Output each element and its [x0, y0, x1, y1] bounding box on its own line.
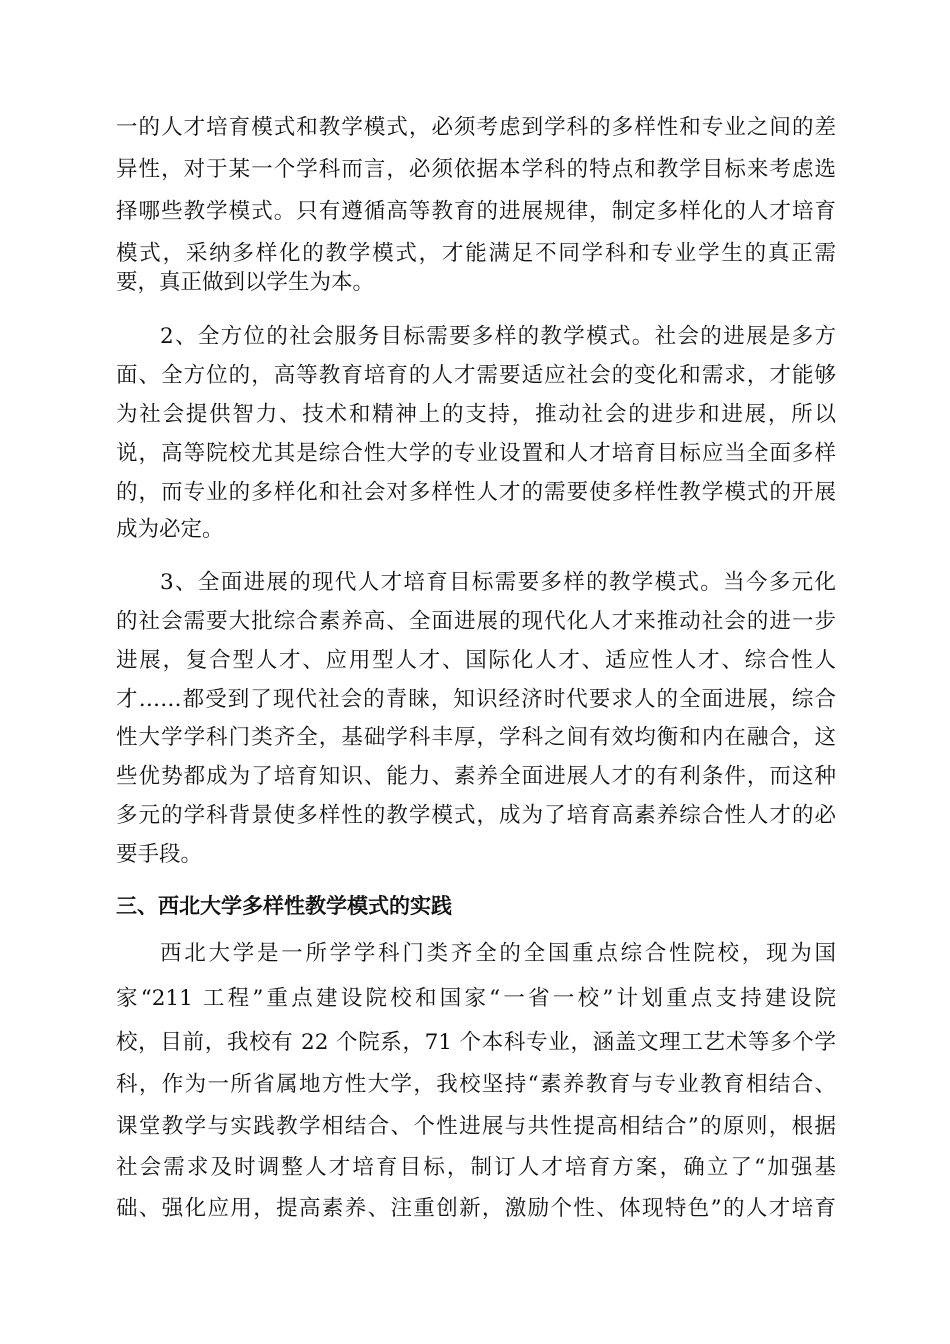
paragraph-2-line-1: 2、全方位的社会服务目标需要多样的教学模式。社会的进展是多方 — [160, 324, 836, 349]
paragraph-4-line-3: 校，目前，我校有 22 个院系，71 个本科专业，涵盖文理工艺术等多个学 — [116, 1030, 836, 1055]
paragraph-3-line-6: 些优势都成为了培育知识、能力、素养全面进展人才的有利条件，而这种 — [116, 764, 836, 789]
paragraph-2-line-3: 为社会提供智力、技术和精神上的支持，推动社会的进步和进展，所以 — [116, 402, 836, 427]
paragraph-4-line-6: 社会需求及时调整人才培育目标，制订人才培育方案，确立了“加强基 — [116, 1155, 836, 1180]
paragraph-3-line-3: 进展，复合型人才、应用型人才、国际化人才、适应性人才、综合性人 — [116, 648, 836, 673]
paragraph-4-line-1: 西北大学是一所学学科门类齐全的全国重点综合性院校，现为国 — [160, 941, 836, 966]
paragraph-1-line-2: 异性，对于某一个学科而言，必须依据本学科的特点和教学目标来考虑选 — [116, 157, 836, 182]
paragraph-3-line-7: 多元的学科背景使多样性的教学模式，成为了培育高素养综合性人才的必 — [116, 803, 836, 828]
paragraph-4-line-4: 科，作为一所省属地方性大学，我校坚持“素养教育与专业教育相结合、 — [116, 1072, 836, 1097]
paragraph-2-line-2: 面、全方位的，高等教育培育的人才需要适应社会的变化和需求，才能够 — [116, 363, 836, 388]
paragraph-1-line-4: 模式，采纳多样化的教学模式，才能满足不同学科和专业学生的真正需 — [116, 241, 836, 266]
paragraph-4-line-5: 课堂教学与实践教学相结合、个性进展与共性提高相结合”的原则，根据 — [116, 1114, 836, 1139]
paragraph-3-line-5: 性大学学科门类齐全，基础学科丰厚，学科之间有效均衡和内在融合，这 — [116, 725, 836, 750]
paragraph-4-line-7: 础、强化应用，提高素养、注重创新，激励个性、体现特色”的人才培育 — [116, 1196, 836, 1221]
paragraph-2-line-4: 说，高等院校尤其是综合性大学的专业设置和人才培育目标应当全面多样 — [116, 441, 836, 466]
paragraph-1-line-5: 要，真正做到以学生为本。 — [116, 270, 375, 295]
paragraph-3-line-4: 才……都受到了现代社会的青睐，知识经济时代要求人的全面进展，综合 — [116, 687, 836, 712]
paragraph-4-line-2: 家“211 工程”重点建设院校和国家“一省一校”计划重点支持建设院 — [116, 986, 836, 1011]
paragraph-1-line-1: 一的人才培育模式和教学模式，必须考虑到学科的多样性和专业之间的差 — [116, 115, 836, 140]
paragraph-3-line-2: 的社会需要大批综合素养高、全面进展的现代化人才来推动社会的进一步 — [116, 609, 836, 634]
paragraph-1-line-3: 择哪些教学模式。只有遵循高等教育的进展规律，制定多样化的人才培育 — [116, 199, 836, 224]
paragraph-3-line-8: 要手段。 — [116, 842, 203, 867]
paragraph-2-line-5: 的，而专业的多样化和社会对多样性人才的需要使多样性教学模式的开展 — [116, 480, 836, 505]
paragraph-2-line-6: 成为必定。 — [116, 517, 224, 542]
section-heading: 三、西北大学多样性教学模式的实践 — [116, 894, 452, 918]
paragraph-3-line-1: 3、全面进展的现代人才培育目标需要多样的教学模式。当今多元化 — [160, 570, 836, 595]
